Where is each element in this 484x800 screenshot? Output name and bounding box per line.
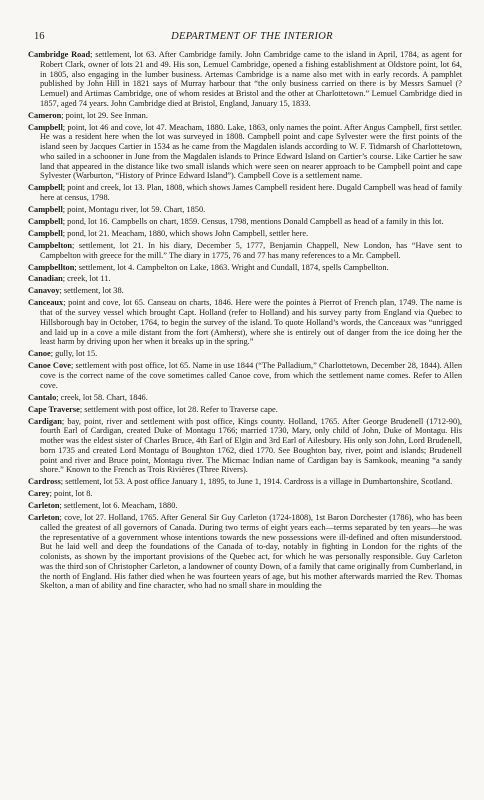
entry-text: ; settlement, lot 38. [59, 286, 124, 296]
entry-text: ; pond, lot 21. Meacham, 1880, which shows John Campbell, settler here. [62, 228, 309, 238]
entry-headword: Campbelton [28, 240, 73, 250]
entry-text: ; pond, lot 16. Campbells on chart, 1859. Census, 1798, mentions Donald Campbell as head of a family in this lot. [62, 216, 444, 226]
entry-headword: Campbell [28, 183, 63, 193]
gazetteer-entry [28, 274, 462, 284]
entry-headword: Campbell [28, 205, 63, 214]
page-number: 16 [34, 31, 45, 42]
entry-headword: Canadian [28, 274, 63, 284]
gazetteer-entry [28, 286, 462, 296]
running-title: DEPARTMENT OF THE INTERIOR [171, 31, 333, 42]
entry-text: ; settlement, lot 53. A post office January 1, 1895, to June 1, 1914. Cardross is a village in Dumbartonshire, Scotland. [60, 477, 453, 487]
entry-text: ; settlement, lot 6. Meacham, 1880. [59, 501, 178, 511]
entry-text: ; point, Montagu river, lot 59. Chart, 1850. [62, 205, 206, 214]
entry-headword: Canoe Cove [28, 361, 71, 371]
entry-text: ; settlement with post office, lot 28. Refer to Traverse cape. [79, 404, 278, 414]
entry-text: ; settlement, lot 63. After Cambridge family. John Cambridge came to the island in April, 1784, as agent for Robert Clark, owner of lots 21 and 49. His son, Lemuel Cambridge, opened a fishing establishment at Oldstore point, lot 64, in 1805, also engaging in the lumber business. Artemas Cambridge is a name also met with in early records. A pamphlet published by John Hill in 1821 says of Murray harbour that “the only business carried on there is by Messrs Samuel (?Lemuel) and Artimas Cambridge, one of whom resides at Bristol and the other at Charlottetown.” Lemuel Cambridge died in 1857, aged 74 years. John Cambridge died at Bristol, England, January 15, 1833. [40, 50, 462, 108]
entry-headword: Canoe [28, 349, 51, 359]
gazetteer-entry [28, 229, 462, 239]
entry-headword: Campbell [28, 216, 63, 226]
gazetteer-entry [28, 477, 462, 487]
entry-headword: Canceaux [28, 298, 64, 308]
running-head [28, 30, 462, 44]
gazetteer-entry [28, 405, 462, 415]
entry-headword: Cameron [28, 110, 62, 120]
gazetteer-entry [28, 123, 462, 182]
gazetteer-entry [28, 205, 462, 215]
gazetteer-entries [28, 50, 462, 591]
gazetteer-entry [28, 50, 462, 109]
gazetteer-entry [28, 217, 462, 227]
gazetteer-entry [28, 393, 462, 403]
entry-text: ; point, lot 8. [49, 489, 93, 499]
entry-headword: Campbell [28, 122, 63, 132]
gazetteer-entry [28, 361, 462, 390]
entry-headword: Cape Traverse [28, 404, 80, 414]
entry-text: ; point, lot 29. See Inman. [61, 110, 148, 120]
gazetteer-entry [28, 349, 462, 359]
entry-text: ; settlement, lot 4. Campbelton on Lake, 1863. Wright and Cundall, 1874, spells Campbellton. [74, 262, 389, 272]
entry-text: ; bay, point, river and settlement with post office, Kings county. Holland, 1765. After George Brudenell (1712-90), fourth Earl of Cardigan, created Duke of Montagu 1766; married 1730, Mary, only child of John, Duke of Montagu. His mother was the eldest sister of Charles Bruce, 4th Earl of Elgin and 3rd Earl of Ailesbury. His only son John, Lord Brudenell, born 1735 and created Lord Montagu of Boughton 1762, died 1770. See Boughton bay, river, point and islands; Brudenell point and river and Bruce point, Montagu river. The Micmac Indian name of Cardigan bay is Samkook, meaning “a sandy shore.” Known to the French as Trois Rivières (Three Rivers). [40, 416, 462, 475]
entry-headword: Cardross [28, 477, 61, 487]
entry-text: ; gully, lot 15. [50, 349, 98, 359]
gazetteer-entry [28, 263, 462, 273]
entry-headword: Carey [28, 489, 50, 499]
entry-headword: Carleton [28, 501, 60, 511]
entry-text: ; creek, lot 58. Chart, 1846. [56, 392, 148, 402]
gazetteer-entry [28, 513, 462, 591]
entry-text: ; point, lot 46 and cove, lot 47. Meacham, 1880. Lake, 1863, only names the point. After Angus Campbell, first settler. He was a resident here when the lot was surveyed in 1808. Campbell point and cape Sylvester were the first points of the island seen by Jacques Cartier in 1534 as he came from the Magdalen islands according to W. F. Tidmarsh of Charlottetown, who sailed in a schooner in June from the Magdalen islands to Prince Edward Island on Cartier’s course. Like Cartier he saw land that appeared in the distance like two small islands which were seen on nearer approach to be Campbell point and cape Sylvester (Warburton, “History of Prince Edward Island”). Campbell Cove is a settlement name. [40, 122, 462, 181]
gazetteer-entry [28, 241, 462, 261]
entry-text: ; settlement, lot 21. In his diary, December 5, 1777, Benjamin Chappell, New London, has “Have sent to Campbelton with greece for the mill.” The diary in 1775, 76 and 77 has many references to a Mr. Campbell. [40, 240, 462, 260]
entry-text: ; settlement with post office, lot 65. Name in use 1844 (“The Palladium,” Charlottetown, December 28, 1844). Allen cove is the correct name of the cove sometimes called Canoe cove, from which the settlement name comes. Refer to Allen cove. [40, 361, 462, 390]
gazetteer-entry [28, 501, 462, 511]
gazetteer-entry [28, 183, 462, 203]
entry-headword: Campbellton [28, 262, 75, 272]
gazetteer-entry [28, 111, 462, 121]
entry-headword: Cambridge Road [28, 50, 91, 59]
entry-headword: Carleton [28, 513, 60, 522]
entry-text: ; point and creek, lot 13. Plan, 1808, which shows James Campbell resident here. Dugald Campbell was head of family here at census, 1798. [40, 183, 462, 203]
gazetteer-entry [28, 298, 462, 347]
gazetteer-entry [28, 417, 462, 476]
entry-text: ; cove, lot 27. Holland, 1765. After General Sir Guy Carleton (1724-1808), 1st Baron Dorchester (1786), who has been called the greatest of all governors of Canada. During two terms of eight years each—terms separated by ten years—he was the representative of a government whose intentions towards the new possessions were ill-defined and often misunderstood. But he laid well and deep the foundations of the Canada of to-day, notably in fighting in London for the rights of the colonists, as shown by the important provisions of the Quebec act, for which he was personally responsible. Guy Carleton was the third son of Christopher Carleton, a landowner of county Down, of a family that came originally from Cumberland, in the north of England. His father died when he was fourteen years of age, but his mother afterwards married the Rev. Thomas Skelton, a man of ability and fine character, who had no small share in moulding the [40, 513, 462, 591]
gazetteer-entry [28, 489, 462, 499]
entry-headword: Canavoy [28, 286, 60, 296]
entry-headword: Cardigan [28, 416, 62, 426]
entry-text: ; point and cove, lot 65. Canseau on charts, 1846. Here were the pointes à Pierrot of French plan, 1749. The name is that of the survey vessel which brought Capt. Holland (refer to Holland) and his survey party from England via Quebec to Hillsborough bay in October, 1764, to begin the survey of the island. To quote Holland’s words, the Canceaux was “unrigged and laid up in a cove a mile distant from the fort (Amherst), where she is entirely out of danger from the ice doing her the least harm by driving upon her when it breaks up in the spring.” [40, 298, 462, 347]
entry-text: ; creek, lot 11. [62, 274, 111, 284]
entry-headword: Campbell [28, 228, 63, 238]
entry-headword: Cantalo [28, 392, 57, 402]
